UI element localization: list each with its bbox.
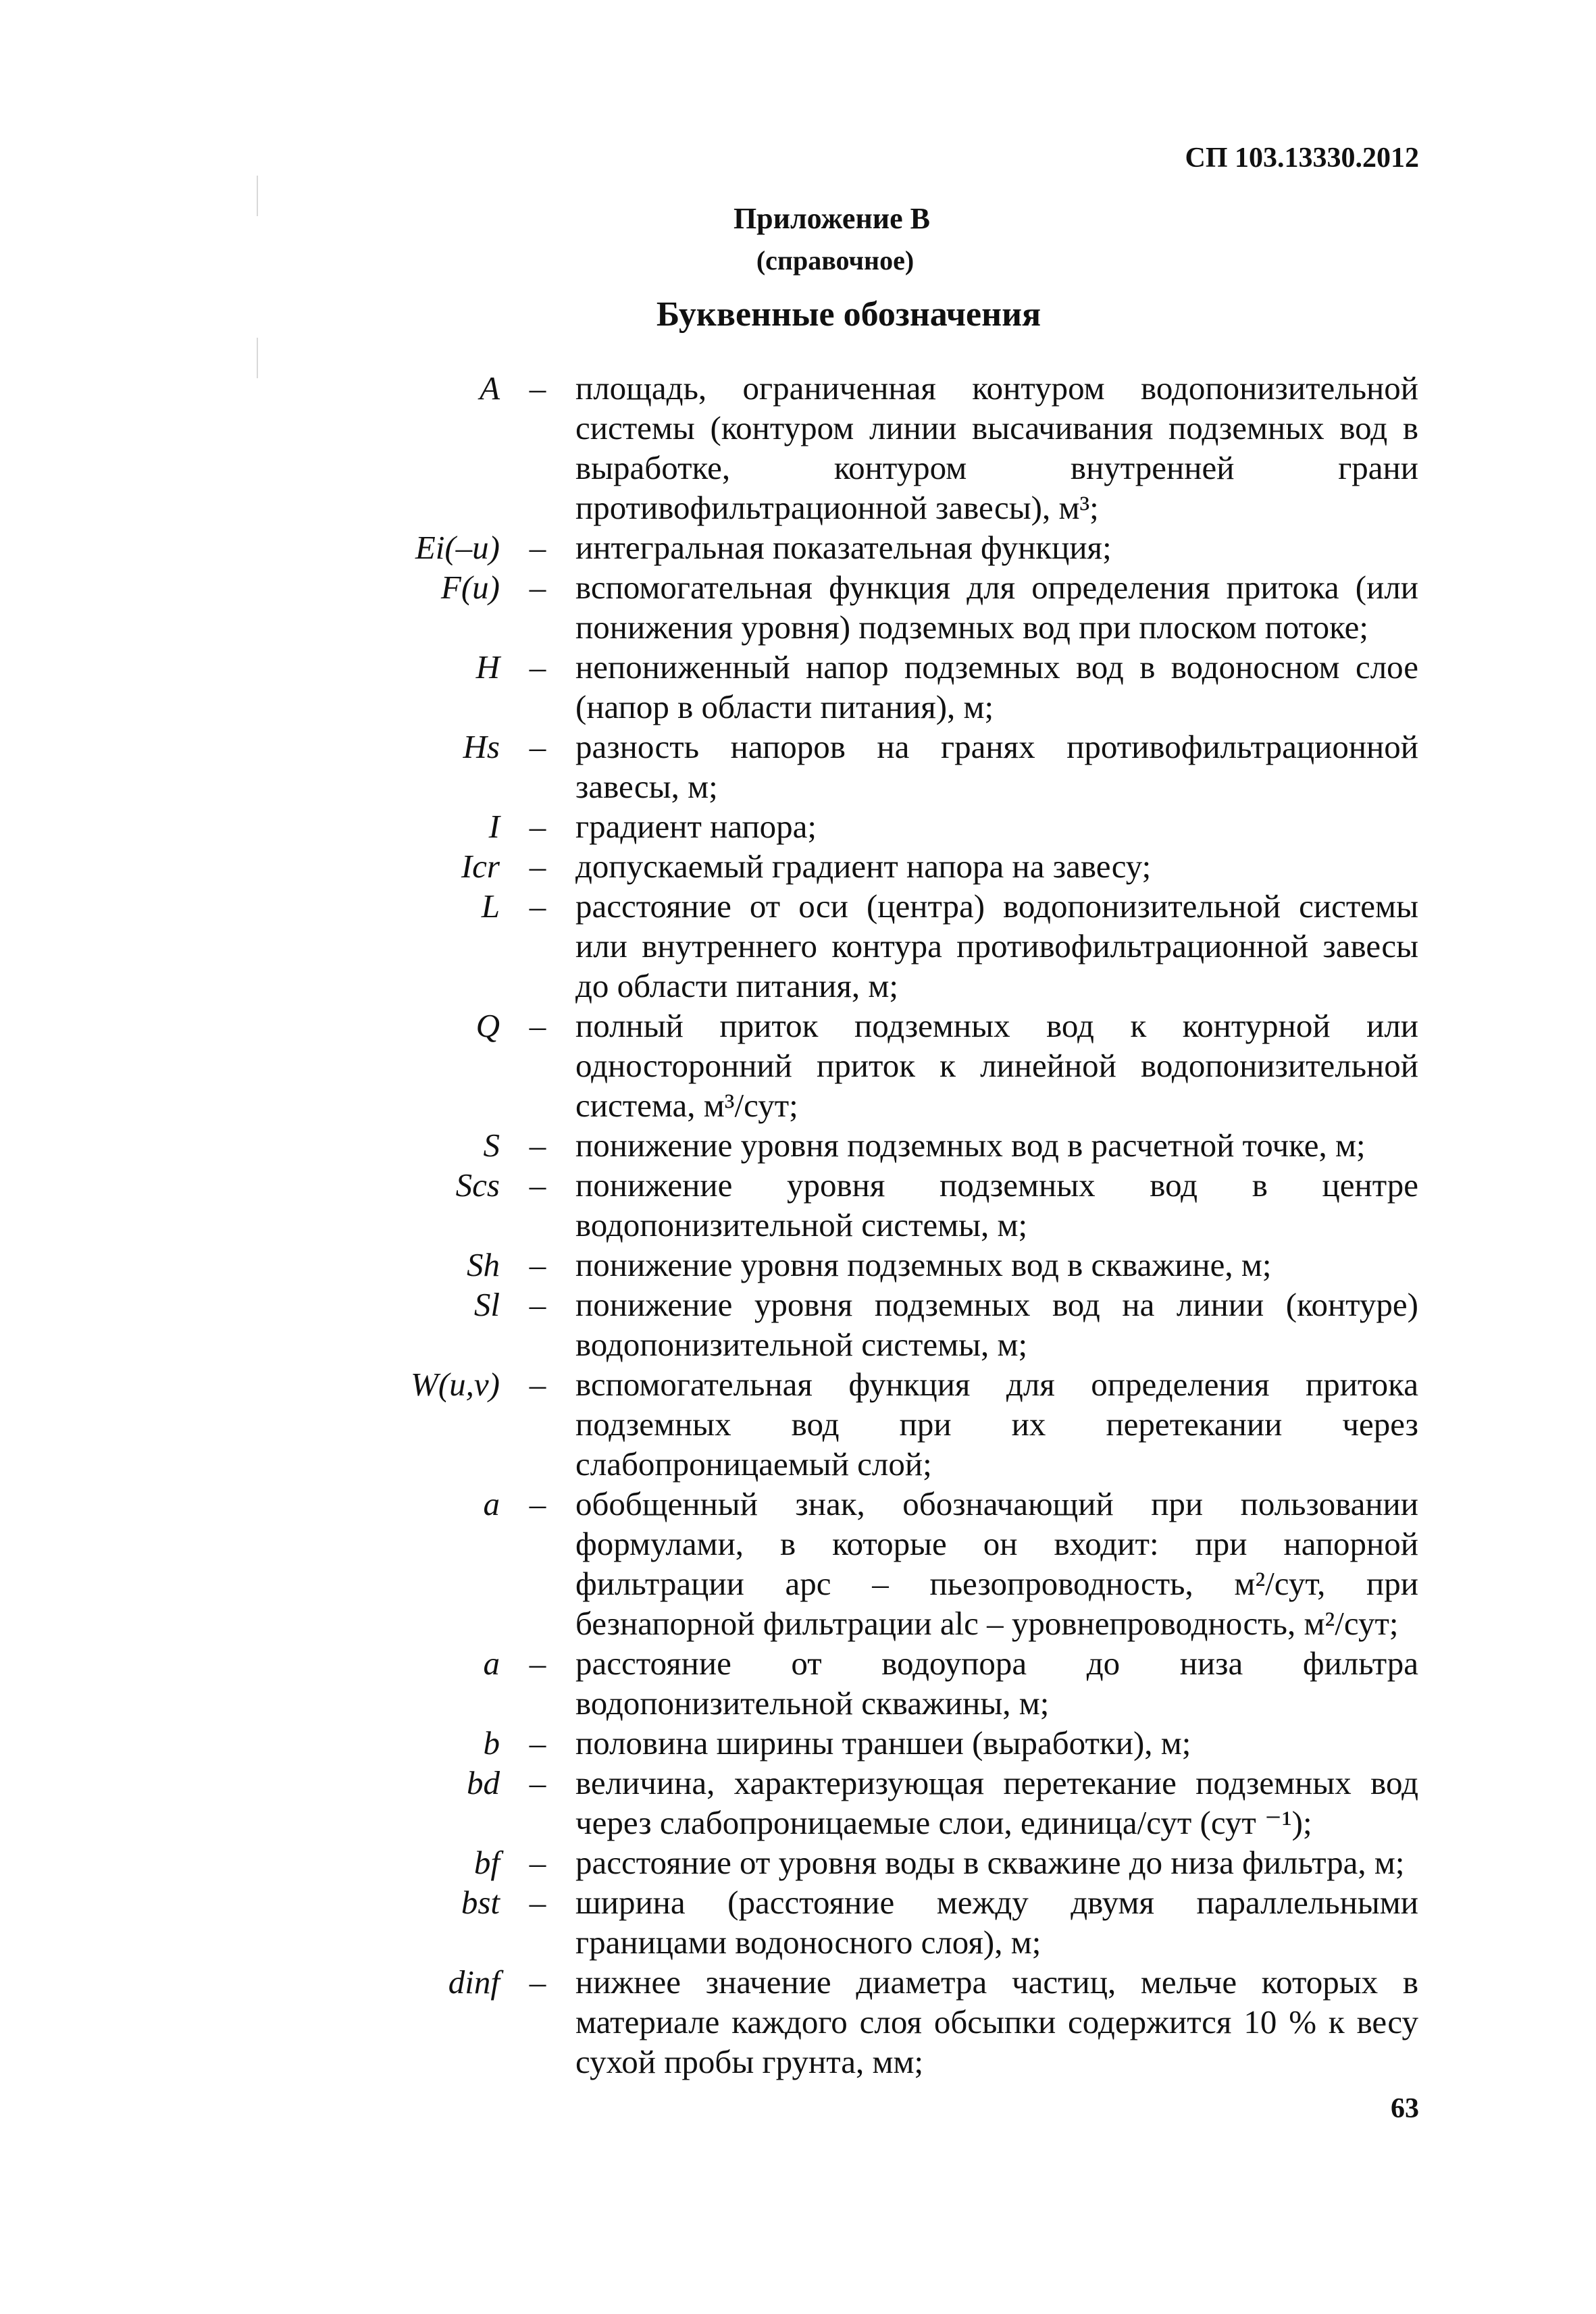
definition-row [365,368,1418,528]
definition-dash: – [529,1764,546,1801]
definition-row [365,1723,1418,1763]
definition-symbol: Sl [473,1286,500,1323]
definition-dash: – [529,648,546,686]
definition-row [365,1285,1418,1364]
definition-row [365,567,1418,647]
appendix-title: Приложение В [733,202,931,235]
definition-text: вспомогательная функция для определения притока (или понижения уровня) подземных вод при плоском потоке; [575,569,1418,646]
definition-text: обобщенный знак, обозначающий при пользовании формулами, в которые он входит: при напорной фильтрации apc – пьезопроводность, м²/сут, при безнапорной фильтрации alc – уровнепроводность, м²/сут; [575,1485,1418,1642]
definition-row [365,1843,1418,1882]
definition-row [365,1245,1418,1285]
definition-dash: – [529,1724,546,1762]
definition-symbol: Sh [467,1246,500,1283]
definition-text: величина, характеризующая перетекание подземных вод через слабопроницаемые слои, единица/сут (сут ⁻¹); [575,1764,1418,1841]
definition-symbol: F(u) [440,569,500,606]
definition-text: понижение уровня подземных вод в центре водопонизительной системы, м; [575,1166,1418,1243]
definition-text: непониженный напор подземных вод в водоносном слое (напор в области питания), м; [575,648,1418,725]
definition-symbol: bst [461,1884,500,1921]
definition-dash: – [529,1844,546,1881]
definition-dash: – [529,728,546,765]
definitions-list [365,368,1418,2082]
definition-symbol: Scs [455,1166,500,1204]
definition-row [365,1006,1418,1125]
definition-text: расстояние от оси (центра) водопонизительной системы или внутреннего контура противофильтрационной завесы до области питания, м; [575,888,1418,1004]
page-number: 63 [1391,2093,1419,2124]
definition-dash: – [529,1166,546,1204]
appendix-type: (справочное) [756,245,915,276]
definition-symbol: Hs [463,728,500,765]
definition-dash: – [529,808,546,845]
definition-row [365,1364,1418,1484]
definition-dash: – [529,1246,546,1283]
definition-symbol: a [483,1645,500,1682]
definition-row [365,528,1418,567]
definition-dash: – [529,369,546,407]
definition-symbol: H [475,648,500,686]
definition-symbol: bf [473,1844,500,1881]
definition-symbol: A [480,369,500,407]
definition-text: полный приток подземных вод к контурной или односторонний приток к линейной водопонизительной система, м³/сут; [575,1007,1418,1124]
definition-row [365,1962,1418,2082]
definition-row [365,846,1418,886]
definition-text: расстояние от водоупора до низа фильтра водопонизительной скважины, м; [575,1645,1418,1722]
definition-row [365,647,1418,727]
definition-symbol: L [481,888,500,925]
definition-row [365,1165,1418,1245]
definition-symbol: Icr [461,848,500,885]
section-title: Буквенные обозначения [656,295,1041,334]
definition-row [365,1125,1418,1165]
definition-dash: – [529,1286,546,1323]
definition-dash: – [529,1127,546,1164]
definition-row [365,1763,1418,1843]
definition-text: половина ширины траншеи (выработки), м; [575,1724,1191,1762]
definition-text: допускаемый градиент напора на завесу; [575,848,1152,885]
definition-dash: – [529,529,546,566]
definition-symbol: I [488,808,500,845]
definition-dash: – [529,848,546,885]
definition-dash: – [529,1645,546,1682]
definition-text: расстояние от уровня воды в скважине до низа фильтра, м; [575,1844,1405,1881]
definition-text: вспомогательная функция для определения притока подземных вод при их перетекании через слабопроницаемый слой; [575,1366,1418,1483]
definition-symbol: W(u,v) [411,1366,500,1403]
definition-text: понижение уровня подземных вод в расчетной точке, м; [575,1127,1366,1164]
definition-row [365,886,1418,1006]
definition-symbol: S [483,1127,500,1164]
definition-text: нижнее значение диаметра частиц, мельче которых в материале каждого слоя обсыпки содержится 10 % к весу сухой пробы грунта, мм; [575,1963,1418,2080]
definition-text: градиент напора; [575,808,817,845]
definition-symbol: dinf [448,1963,500,2001]
definition-symbol: a [483,1485,500,1522]
definition-symbol: Q [475,1007,500,1044]
definition-dash: – [529,1884,546,1921]
definition-symbol: Ei(–u) [415,529,500,566]
definition-row [365,1643,1418,1723]
definition-symbol: bd [467,1764,500,1801]
scan-margin-mark [257,338,258,378]
definition-text: разность напоров на гранях противофильтрационной завесы, м; [575,728,1418,805]
definition-dash: – [529,1963,546,2001]
document-code: СП 103.13330.2012 [1185,143,1419,174]
definition-row [365,1882,1418,1962]
definition-dash: – [529,1366,546,1403]
definition-dash: – [529,888,546,925]
definition-text: ширина (расстояние между двумя параллельными границами водоносного слоя), м; [575,1884,1418,1961]
definition-dash: – [529,569,546,606]
definition-text: площадь, ограниченная контуром водопонизительной системы (контуром линии высачивания подземных вод в выработке, контуром внутренней грани противофильтрационной завесы), м³; [575,369,1418,526]
definition-text: понижение уровня подземных вод на линии (контуре) водопонизительной системы, м; [575,1286,1418,1363]
definition-dash: – [529,1485,546,1522]
definition-row [365,806,1418,846]
definition-text: понижение уровня подземных вод в скважине, м; [575,1246,1272,1283]
definition-row [365,1484,1418,1643]
definition-symbol: b [483,1724,500,1762]
definition-dash: – [529,1007,546,1044]
definition-row [365,727,1418,806]
definition-text: интегральная показательная функция; [575,529,1112,566]
